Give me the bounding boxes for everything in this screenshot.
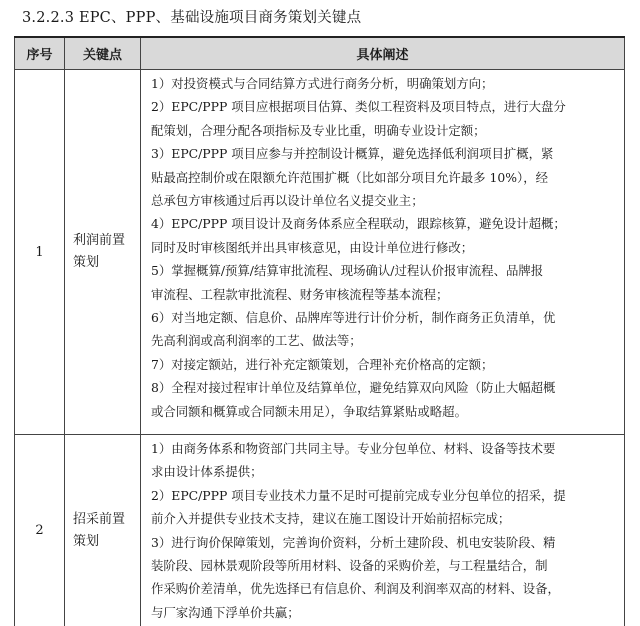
- header-description: 具体阐述: [141, 37, 625, 70]
- description-line: 5）掌握概算/预算/结算审批流程、现场确认/过程认价报审流程、品牌报: [151, 259, 618, 282]
- row-key-point: [65, 70, 141, 435]
- description-line: 4）EPC/PPP 项目设计及商务体系应全程联动，跟踪核算，避免设计超概；: [151, 212, 618, 235]
- table-row: [15, 435, 625, 626]
- description-line: 求由设计体系提供；: [151, 460, 618, 483]
- table-row: [15, 70, 625, 435]
- description-line: 装阶段、园林景观阶段等所用材料、设备的采购价差，与工程量结合，制: [151, 554, 618, 577]
- key-point-line: 策划: [73, 531, 140, 553]
- description-line: 8）全程对接过程审计单位及结算单位，避免结算双向风险（防止大幅超概: [151, 376, 618, 399]
- row-index: 1: [15, 70, 65, 435]
- table-header-row: [15, 37, 625, 70]
- row-description: [141, 70, 625, 435]
- description-line: 与厂家沟通下浮单价共赢；: [151, 601, 618, 624]
- description-line: 3）EPC/PPP 项目应参与并控制设计概算，避免选择低利润项目扩概，紧: [151, 142, 618, 165]
- description-line: 1）由商务体系和物资部门共同主导。专业分包单位、材料、设备等技术要: [151, 437, 618, 460]
- description-line: 同时及时审核图纸并出具审核意见，由设计单位进行修改；: [151, 236, 618, 259]
- header-key-point: 关键点: [65, 37, 141, 70]
- description-line: 审流程、工程款审批流程、财务审核流程等基本流程；: [151, 283, 618, 306]
- description-line: 2）EPC/PPP 项目应根据项目估算、类似工程资料及项目特点，进行大盘分: [151, 95, 618, 118]
- description-line: 作采购价差清单，优先选择已有信息价、利润及利润率双高的材料、设备，: [151, 577, 618, 600]
- description-line: 或合同额和概算或合同额未用足），争取结算紧贴或略超。: [151, 400, 618, 423]
- description-line: 先高利润或高利润率的工艺、做法等；: [151, 329, 618, 352]
- description-line: 总承包方审核通过后再以设计单位名义提交业主；: [151, 189, 618, 212]
- description-line: 前介入并提供专业技术支持，建议在施工图设计开始前招标完成；: [151, 507, 618, 530]
- description-line: 2）EPC/PPP 项目专业技术力量不足时可提前完成专业分包单位的招采，提: [151, 484, 618, 507]
- row-key-point: [65, 435, 141, 626]
- key-points-table: [14, 36, 625, 626]
- section-heading: 3.2.2.3 EPC、PPP、基础设施项目商务策划关键点: [22, 6, 361, 27]
- description-line: 配策划，合理分配各项指标及专业比重，明确专业设计定额；: [151, 119, 618, 142]
- description-line: 7）对接定额站，进行补充定额策划，合理补充价格高的定额；: [151, 353, 618, 376]
- description-line: 1）对投资模式与合同结算方式进行商务分析，明确策划方向；: [151, 72, 618, 95]
- row-index: 2: [15, 435, 65, 626]
- description-line: 6）对当地定额、信息价、品牌库等进行计价分析，制作商务正负清单，优: [151, 306, 618, 329]
- key-point-line: 招采前置: [73, 509, 140, 531]
- description-line: 贴最高控制价或在限额允许范围扩概（比如部分项目允许最多 10%），经: [151, 166, 618, 189]
- key-point-line: 策划: [73, 252, 140, 274]
- row-description: [141, 435, 625, 626]
- header-index: 序号: [15, 37, 65, 70]
- description-line: 3）进行询价保障策划，完善询价资料，分析土建阶段、机电安装阶段、精: [151, 531, 618, 554]
- key-point-line: 利润前置: [73, 230, 140, 252]
